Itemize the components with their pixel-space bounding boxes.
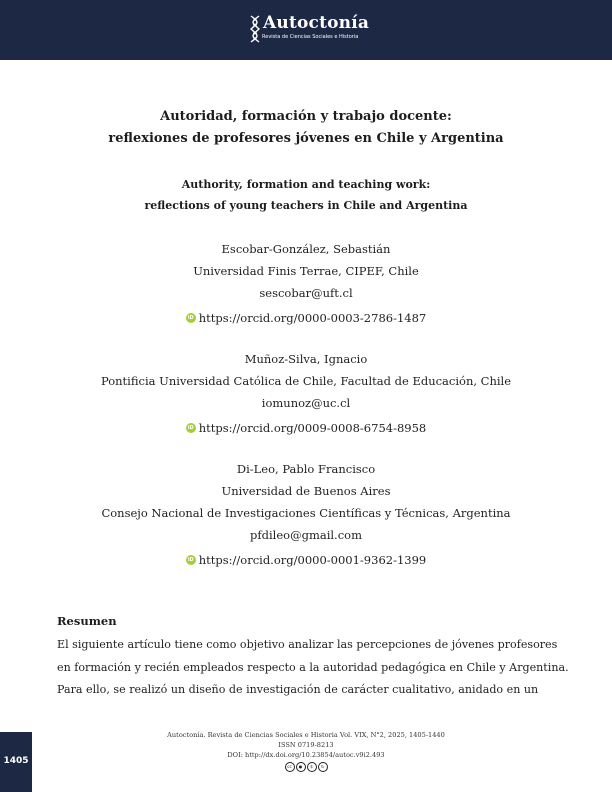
author-name: Muñoz-Silva, Ignacio (244, 352, 368, 366)
orcid-icon: iD (186, 423, 196, 433)
footer-issn: ISSN 0719-8213 (278, 741, 334, 749)
author-orcid[interactable] (186, 307, 426, 329)
author-block-3 (0, 458, 612, 571)
article-title-spanish (0, 106, 612, 150)
orcid-link[interactable]: https://orcid.org/0000-0001-9362-1399 (198, 553, 427, 567)
author-email[interactable]: iomunoz@uc.cl (261, 396, 351, 410)
page-number: 1405 (3, 756, 29, 766)
cc-license-badge[interactable] (0, 762, 612, 772)
journal-logo-subtitle: Revista de Ciencias Sociales e Historia (262, 34, 359, 40)
abstract-line: en formación y recién empleados respecto a la autoridad pedagógica en Chile y Argentina. (57, 660, 569, 674)
orcid-icon: iD (186, 313, 196, 323)
orcid-link[interactable]: https://orcid.org/0009-0008-6754-8958 (198, 421, 427, 435)
author-email[interactable]: pfdileo@gmail.com (250, 528, 362, 542)
orcid-link[interactable]: https://orcid.org/0000-0003-2786-1487 (198, 311, 427, 325)
journal-header (0, 0, 612, 60)
dna-helix-icon (249, 15, 261, 43)
abstract-body (57, 634, 569, 702)
abstract-line: Para ello, se realizó un diseño de investigación de carácter cualitativo, anidado en un (57, 683, 539, 696)
author-block-1 (0, 238, 612, 329)
page-footer (0, 730, 612, 772)
title-es-line-2: reflexiones de profesores jóvenes en Chile y Argentina (108, 131, 504, 146)
article-title-english (0, 174, 612, 216)
by-icon: ● (296, 762, 306, 772)
footer-doi[interactable]: DOI: http://dx.doi.org/10.23854/autoc.v9i2.493 (227, 751, 385, 759)
author-orcid[interactable] (186, 549, 426, 571)
abstract-line: El siguiente artículo tiene como objetivo analizar las percepciones de jóvenes profesores (57, 638, 558, 651)
nc-icon: $ (307, 762, 317, 772)
journal-logo-title: Autoctonía (263, 13, 370, 33)
abstract-heading: Resumen (57, 614, 117, 628)
author-block-2 (0, 348, 612, 439)
cc-icon: cc (285, 762, 295, 772)
title-en-line-1: Authority, formation and teaching work: (181, 178, 431, 191)
author-email[interactable]: sescobar@uft.cl (259, 286, 353, 300)
footer-citation: Autoctonía. Revista de Ciencias Sociales e Historia Vol. VIX, N°2, 2025, 1405-1440 (167, 731, 445, 739)
author-orcid[interactable] (186, 417, 426, 439)
author-name: Escobar-González, Sebastián (221, 242, 391, 256)
author-affiliation: Universidad de Buenos Aires (221, 484, 391, 498)
sa-icon: ↻ (318, 762, 328, 772)
orcid-icon: iD (186, 555, 196, 565)
author-affiliation: Universidad Finis Terrae, CIPEF, Chile (193, 264, 419, 278)
title-es-line-1: Autoridad, formación y trabajo docente: (160, 109, 452, 124)
author-affiliation: Pontificia Universidad Católica de Chile, Facultad de Educación, Chile (100, 374, 512, 388)
title-en-line-2: reflections of young teachers in Chile and Argentina (144, 199, 468, 212)
page-number-box (0, 732, 32, 792)
author-affiliation: Consejo Nacional de Investigaciones Científicas y Técnicas, Argentina (101, 506, 511, 520)
author-name: Di-Leo, Pablo Francisco (236, 462, 376, 476)
